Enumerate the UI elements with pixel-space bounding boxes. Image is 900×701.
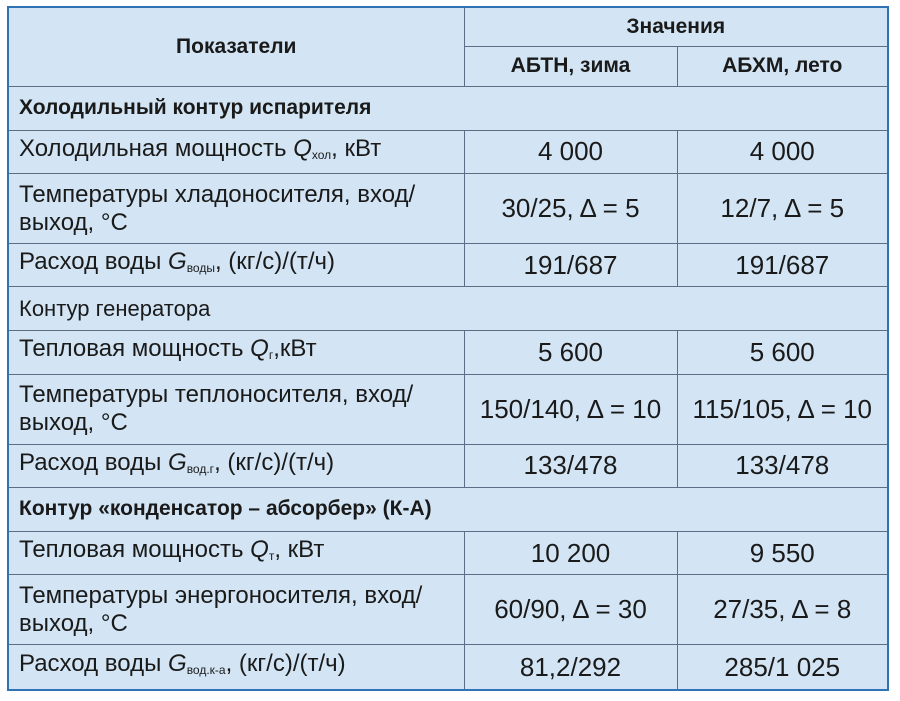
table-row xyxy=(9,444,887,487)
header-values: Значения xyxy=(464,8,887,46)
parameters-table-frame xyxy=(7,6,889,691)
section-evaporator: Холодильный контур испарителя xyxy=(9,86,887,130)
table-row xyxy=(9,575,887,645)
table-row xyxy=(9,244,887,287)
row-value-abhm: 4 000 xyxy=(677,130,887,173)
row-label: Тепловая мощность $Q_т$, кВт xyxy=(9,532,464,575)
section-row xyxy=(9,487,887,531)
row-label: Температуры теплоносителя, вход/ выход, °С xyxy=(9,374,464,444)
header-abhm: АБХМ, лето xyxy=(677,46,887,86)
parameters-table xyxy=(9,8,887,689)
row-value-abhm: 115/105, Δ = 10 xyxy=(677,374,887,444)
section-row xyxy=(9,287,887,331)
row-value-abhm: 5 600 xyxy=(677,331,887,374)
row-label: Расход воды $G_{воды}$, (кг/с)/(т/ч) xyxy=(9,244,464,287)
header-row-top xyxy=(9,8,887,46)
table-row xyxy=(9,374,887,444)
header-abtn: АБТН, зима xyxy=(464,46,677,86)
row-label: Температуры хладоносителя, вход/ выход, °С xyxy=(9,173,464,243)
section-generator: Контур генератора xyxy=(9,287,887,331)
row-label: Температуры энергоносителя, вход/ выход, °С xyxy=(9,575,464,645)
table-row xyxy=(9,173,887,243)
row-value-abhm: 133/478 xyxy=(677,444,887,487)
table-row xyxy=(9,645,887,689)
row-label: Тепловая мощность $Q_г,кВт$ xyxy=(9,331,464,374)
header-params: Показатели xyxy=(9,8,464,86)
table-row xyxy=(9,130,887,173)
row-label: Расход воды $G_{вод.г}$, (кг/с)/(т/ч) xyxy=(9,444,464,487)
row-value-abtn: 30/25, Δ = 5 xyxy=(464,173,677,243)
row-label: Холодильная мощность $Q_{хол}$, кВт xyxy=(9,130,464,173)
row-value-abtn: 133/478 xyxy=(464,444,677,487)
row-value-abhm: 12/7, Δ = 5 xyxy=(677,173,887,243)
table-row xyxy=(9,331,887,374)
row-value-abhm: 9 550 xyxy=(677,532,887,575)
row-value-abtn: 4 000 xyxy=(464,130,677,173)
row-value-abtn: 191/687 xyxy=(464,244,677,287)
row-value-abhm: 191/687 xyxy=(677,244,887,287)
row-value-abtn: 81,2/292 xyxy=(464,645,677,689)
table-row xyxy=(9,532,887,575)
section-condenser-absorber: Контур «конденсатор – абсорбер» (К-А) xyxy=(9,487,887,531)
row-label: Расход воды $G_{вод.к-а}$, (кг/с)/(т/ч) xyxy=(9,645,464,689)
section-row xyxy=(9,86,887,130)
row-value-abtn: 5 600 xyxy=(464,331,677,374)
row-value-abhm: 27/35, Δ = 8 xyxy=(677,575,887,645)
row-value-abtn: 60/90, Δ = 30 xyxy=(464,575,677,645)
row-value-abtn: 150/140, Δ = 10 xyxy=(464,374,677,444)
row-value-abhm: 285/1 025 xyxy=(677,645,887,689)
row-value-abtn: 10 200 xyxy=(464,532,677,575)
